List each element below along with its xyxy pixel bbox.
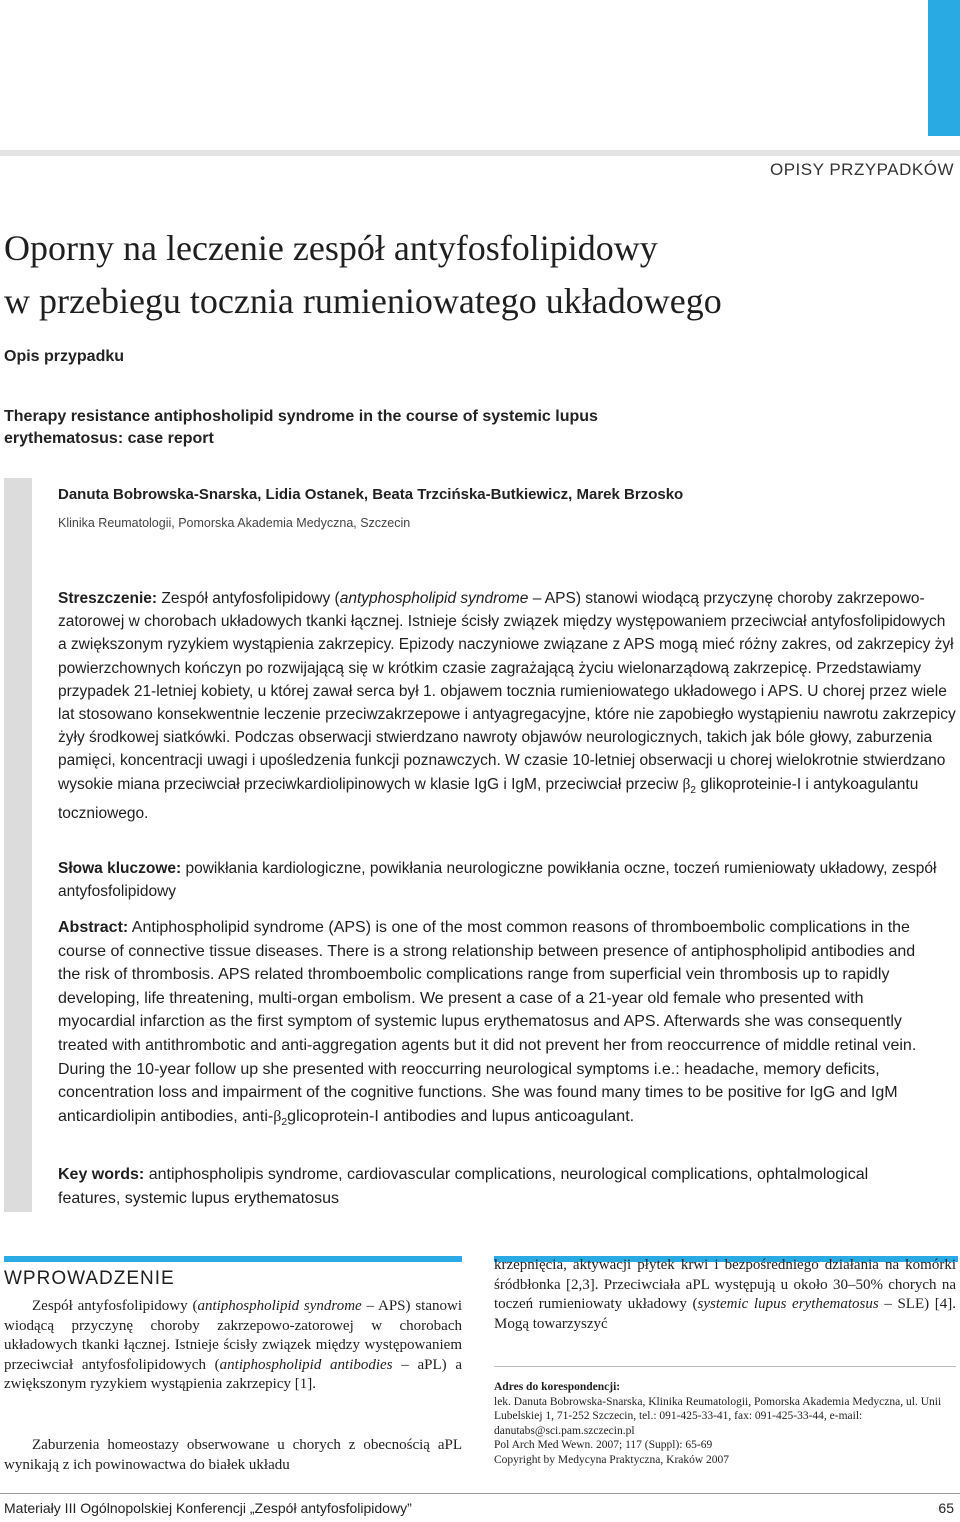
slowa-kluczowe-label: Słowa kluczowe: — [58, 860, 182, 877]
article-title — [4, 222, 944, 328]
header-rule — [0, 150, 960, 156]
abstract-paragraph: Abstract: Antiphospholipid syndrome (APS) is one of the most common reasons of thromboembolic complications in the course of connective tissue diseases. There is a strong relationship between presence of antiphospholipid antibodies and the risk of thrombosis. APS related thromboembolic complications range from superficial vein thrombosis up to rapidly developing, life threatening, multi-organ embolism. We present a case of a 21-year old female who presented with myocardial infarction as the first symptom of systemic lupus erythematosus and APS. Afterwards she was consequently treated with antithrombotic and anti-aggregation agents but it did not prevent her from reoccurrence of middle retinal vein. During the 10-year follow up she presented with reoccurring neurological symptoms i.e.: headache, memory deficits, concentration loss and impairment of the cognitive functions. She was found many times to be positive for IgG and IgM anticardiolipin antibodies, anti-$\beta_2glicoprotein-I$ antibodies and lupus anticoagulant. — [58, 919, 917, 1128]
article-type: Opis przypadku — [4, 348, 125, 365]
footer-rule — [0, 1493, 960, 1494]
slowa-kluczowe-paragraph: Słowa kluczowe: powikłania kardiologiczne, powikłania neurologiczne powikłania oczne, toczeń rumieniowaty układowy, zespół antyfosfolipidowy — [58, 860, 937, 901]
intro-heading: WPROWADZENIE — [4, 1268, 175, 1289]
english-title — [4, 406, 764, 450]
streszczenie-label: Streszczenie: — [58, 590, 158, 607]
key-words-paragraph: Key words: antiphospholipis syndrome, cardiovascular complications, neurological complications, ophtalmological features, systemic lupus erythematosus — [58, 1166, 869, 1207]
intro-paragraph-2: Zaburzenia homeostazy obserwowane u chorych z obecnością aPL wynikają z ich powinowactwa do białek układu — [4, 1437, 462, 1473]
abstract-label: Abstract: — [58, 919, 129, 936]
authors: Danuta Bobrowska-Snarska, Lidia Ostanek, Beata Trzcińska-Butkiewicz, Marek Brzosko — [58, 486, 684, 503]
section-label: OPISY PRZYPADKÓW — [769, 160, 954, 179]
title-line-2: w przebiegu tocznia rumieniowatego układowego — [4, 281, 722, 321]
footer-conference: Materiały III Ogólnopolskiej Konferencji „Zespół antyfosfolipidowy” — [4, 1500, 412, 1516]
affiliation: Klinika Reumatologii, Pomorska Akademia Medyczna, Szczecin — [58, 516, 411, 530]
abstract-sidebar — [4, 478, 32, 1212]
title-line-1: Oporny na leczenie zespół antyfosfolipidowy — [4, 228, 658, 268]
correspondence-address: lek. Danuta Bobrowska-Snarska, Klinika Reumatologii, Pomorska Akademia Medyczna, ul. Unii Lubelskiej 1, 71-252 Szczecin, tel.: 091-425-33-41, fax: 091-425-33-44, e-mail: danutabs@sci.pam.szczecin.pl — [494, 1395, 942, 1437]
beta-symbol: β — [682, 775, 691, 793]
intro-rule — [4, 1256, 462, 1262]
streszczenie-paragraph: Streszczenie: Zespół antyfosfolipidowy (antyphospholipid syndrome – APS) stanowi wiodącą przyczynę choroby zakrzepowo-zatorowej w chorobach układowych tkanki łącznej. Istnieje ścisły związek między występowaniem przeciwciał antyfosfolipidowych a zwiększonym ryzykiem wystąpienia zakrzepicy. Epizody naczyniowe związane z APS mogą mieć różny zakres, od zakrzepicy żył powierzchownych kończyn po rozwijającą się w krótkim czasie zagrażającą życiu wielonarządową zakrzepicę. Przedstawiamy przypadek 21-letniej kobiety, u której zawał serca był 1. objawem tocznia rumieniowatego układowego i APS. U chorej przez wiele lat stosowano konsekwentnie leczenie przeciwzakrzepowe i antyagregacyjne, które nie zapobiegło wystąpieniu nawrotu zakrzepicy żyły środkowej siatkówki. Podczas obserwacji stwierdzano nawroty objawów neurologicznych, takich jak bóle głowy, zaburzenia pamięci, koncentracji uwagi i upośledzenia funkcji poznawczych. W czasie 10-letniej obserwacji u chorej wielokrotnie stwierdzano wysokie miana przeciwciał przeciwkardiolipinowych w klasie IgG i IgM, przeciwciał przeciw $\beta_2$ glikoproteinie-I i antykoagulantu toczniowego. — [58, 590, 956, 822]
correspondence-box — [494, 1380, 956, 1467]
intro-paragraph-1: Zespół antyfosfolipidowy (antiphospholipid syndrome – APS) stanowi wiodącą przyczynę choroby zakrzepowo-zatorowej w chorobach układowych tkanki łącznej. Istnieje ścisły związek między występowaniem przeciwciał antyfosfolipidowych (antiphospholipid antibodies – aPL) a zwiększonym ryzykiem wystąpienia zakrzepicy [1]. — [4, 1298, 462, 1392]
english-title-line-1: Therapy resistance antiphosholipid syndrome in the course of systemic lupus — [4, 408, 598, 425]
copyright: Copyright by Medycyna Praktyczna, Kraków 2007 — [494, 1453, 730, 1466]
key-words-label: Key words: — [58, 1166, 145, 1183]
correspondence-heading: Adres do korespondencji: — [494, 1381, 621, 1393]
intro-paragraph-right: krzepnięcia, aktywacji płytek krwi i bezpośredniego działania na komórki śródbłonka [2,3]. Przeciwciała aPL występują u około 30–50% chorych na toczeń rumieniowaty układowy (systemic lupus erythematosus – SLE) [4]. Mogą towarzyszyć — [494, 1257, 956, 1332]
page-number: 65 — [938, 1500, 954, 1516]
accent-tab — [928, 0, 960, 136]
english-title-line-2: erythematosus: case report — [4, 430, 214, 447]
correspondence-rule — [494, 1366, 956, 1367]
citation: Pol Arch Med Wewn. 2007; 117 (Suppl): 65-69 — [494, 1439, 713, 1451]
beta-symbol: β — [273, 1107, 282, 1125]
